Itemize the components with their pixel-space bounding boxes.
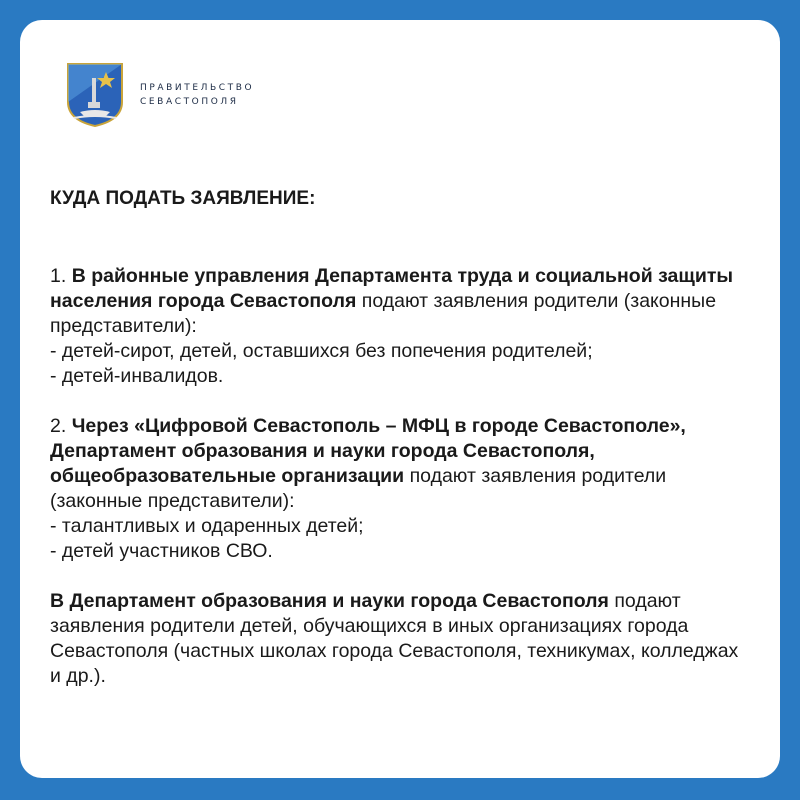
government-name-line2: СЕВАСТОПОЛЯ: [140, 97, 239, 107]
list-item: - детей участников СВО.: [50, 540, 273, 562]
list-item: - детей-сирот, детей, оставшихся без попечения родителей;: [50, 340, 593, 362]
article-body: [50, 186, 750, 714]
section-2-text: подают заявления родители (законные представители):: [50, 465, 667, 512]
content-card: [20, 20, 780, 778]
sevastopol-coat-of-arms-icon: [66, 62, 124, 128]
list-item: - детей-инвалидов.: [50, 365, 224, 387]
list-item: - талантливых и одаренных детей;: [50, 515, 364, 537]
government-name: [140, 81, 254, 109]
section-3-text: подают заявления родители детей, обучающихся в иных организациях города Севастополя (частных школах города Севастополя, техникумах, колледжах и др.).: [50, 590, 739, 687]
section-3: [50, 589, 750, 689]
section-1-text: подают заявления родители (законные представители):: [50, 290, 717, 337]
page-title: КУДА ПОДАТЬ ЗАЯВЛЕНИЕ:: [50, 188, 316, 209]
section-1-bold: В районные управления Департамента труда и социальной защиты населения города Севастополя: [50, 265, 734, 312]
government-logo: [66, 62, 254, 128]
section-1: [50, 264, 750, 389]
section-2: [50, 414, 750, 564]
section-2-number: 2.: [50, 415, 72, 437]
section-1-number: 1.: [50, 265, 72, 287]
section-3-bold: В Департамент образования и науки города Севастополя: [50, 590, 609, 612]
section-2-bold: Через «Цифровой Севастополь – МФЦ в городе Севастополе», Департамент образования и науки города Севастополя, общеобразовательные организации: [50, 415, 686, 487]
government-name-line1: ПРАВИТЕЛЬСТВО: [140, 83, 255, 93]
